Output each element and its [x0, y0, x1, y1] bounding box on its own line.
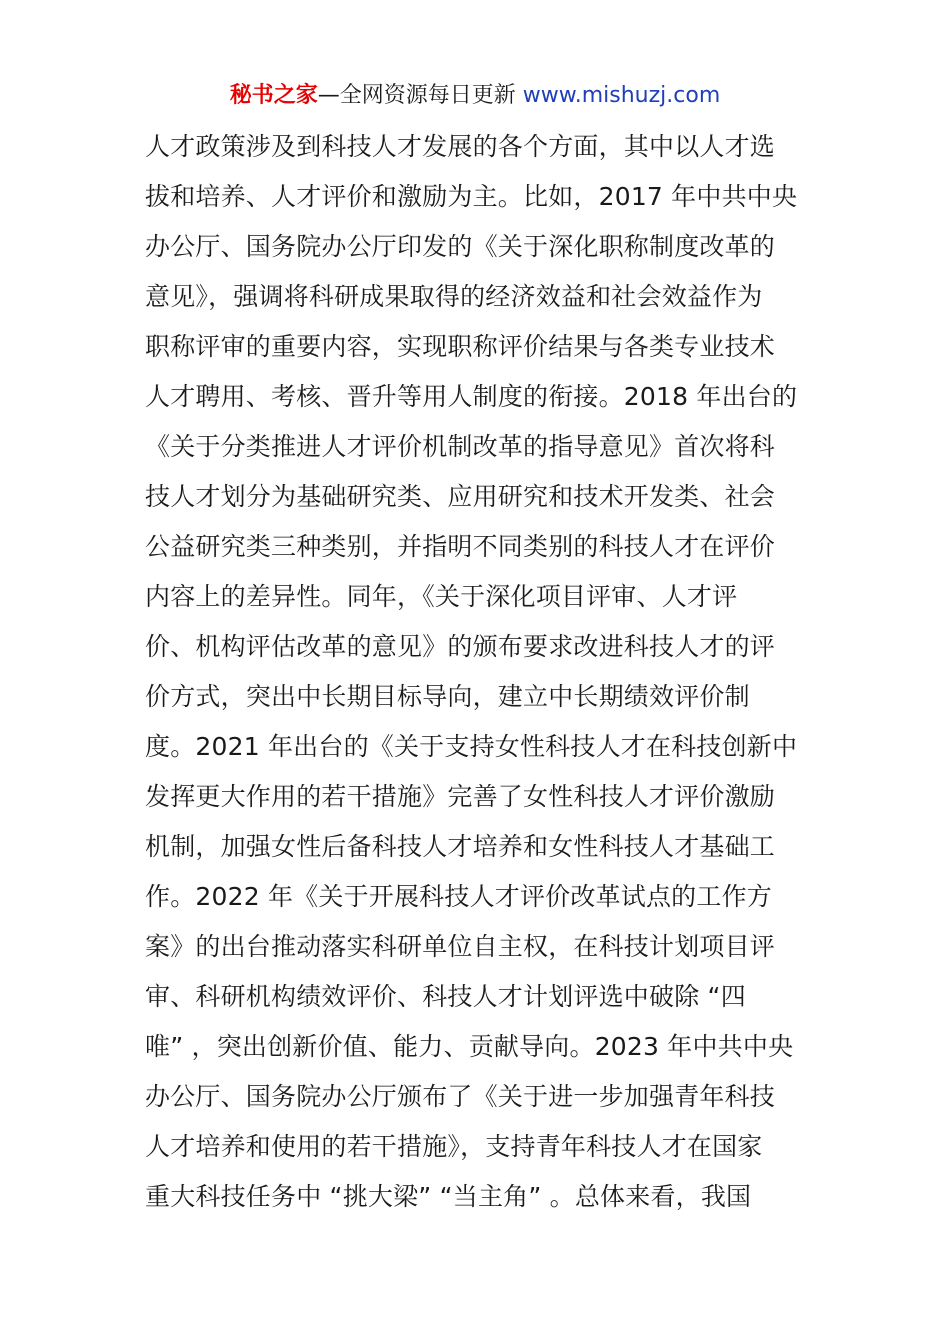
document-body	[145, 122, 810, 1222]
text-line: 度。2021 年出台的《关于支持女性科技人才在科技创新中	[145, 732, 798, 761]
site-tagline: 全网资源每日更新	[339, 83, 523, 108]
text-line: 人才政策涉及到科技人才发展的各个方面，其中以人才选	[145, 132, 776, 161]
text-line: 审、科研机构绩效评价、科技人才计划评选中破除 “四	[145, 982, 746, 1011]
text-line: 重大科技任务中 “挑大梁” “当主角” 。总体来看，我国	[145, 1182, 752, 1211]
site-brand: 秘书之家	[229, 83, 318, 108]
text-line: 技人才划分为基础研究类、应用研究和技术开发类、社会	[145, 482, 776, 511]
text-line: 拔和培养、人才评价和激励为主。比如，2017 年中共中央	[145, 182, 798, 211]
text-line: 案》的出台推动落实科研单位自主权，在科技计划项目评	[145, 932, 776, 961]
text-line: 办公厅、国务院办公厅颁布了《关于进一步加强青年科技	[145, 1082, 776, 1111]
text-line: 人才聘用、考核、晋升等用人制度的衔接。2018 年出台的	[145, 382, 798, 411]
text-line: 职称评审的重要内容，实现职称评价结果与各类专业技术	[145, 332, 776, 361]
header-dash: —	[317, 83, 340, 108]
text-line: 发挥更大作用的若干措施》完善了女性科技人才评价激励	[145, 782, 776, 811]
text-line: 内容上的差异性。同年，《关于深化项目评审、人才评	[145, 582, 738, 611]
text-line: 机制，加强女性后备科技人才培养和女性科技人才基础工	[145, 832, 776, 861]
site-url-link[interactable]: www.mishuzj.com	[522, 83, 721, 108]
site-header	[0, 80, 950, 112]
text-line: 《关于分类推进人才评价机制改革的指导意见》首次将科	[145, 432, 776, 461]
text-line: 唯” ，突出创新价值、能力、贡献导向。2023 年中共中央	[145, 1032, 794, 1061]
text-line: 价方式，突出中长期目标导向，建立中长期绩效评价制	[145, 682, 750, 711]
text-line: 办公厅、国务院办公厅印发的《关于深化职称制度改革的	[145, 232, 776, 261]
text-line: 意见》，强调将科研成果取得的经济效益和社会效益作为	[145, 282, 763, 311]
text-line: 作。2022 年《关于开展科技人才评价改革试点的工作方	[145, 882, 772, 911]
text-line: 公益研究类三种类别，并指明不同类别的科技人才在评价	[145, 532, 776, 561]
text-line: 价、机构评估改革的意见》的颁布要求改进科技人才的评	[145, 632, 776, 661]
text-line: 人才培养和使用的若干措施》，支持青年科技人才在国家	[145, 1132, 763, 1161]
